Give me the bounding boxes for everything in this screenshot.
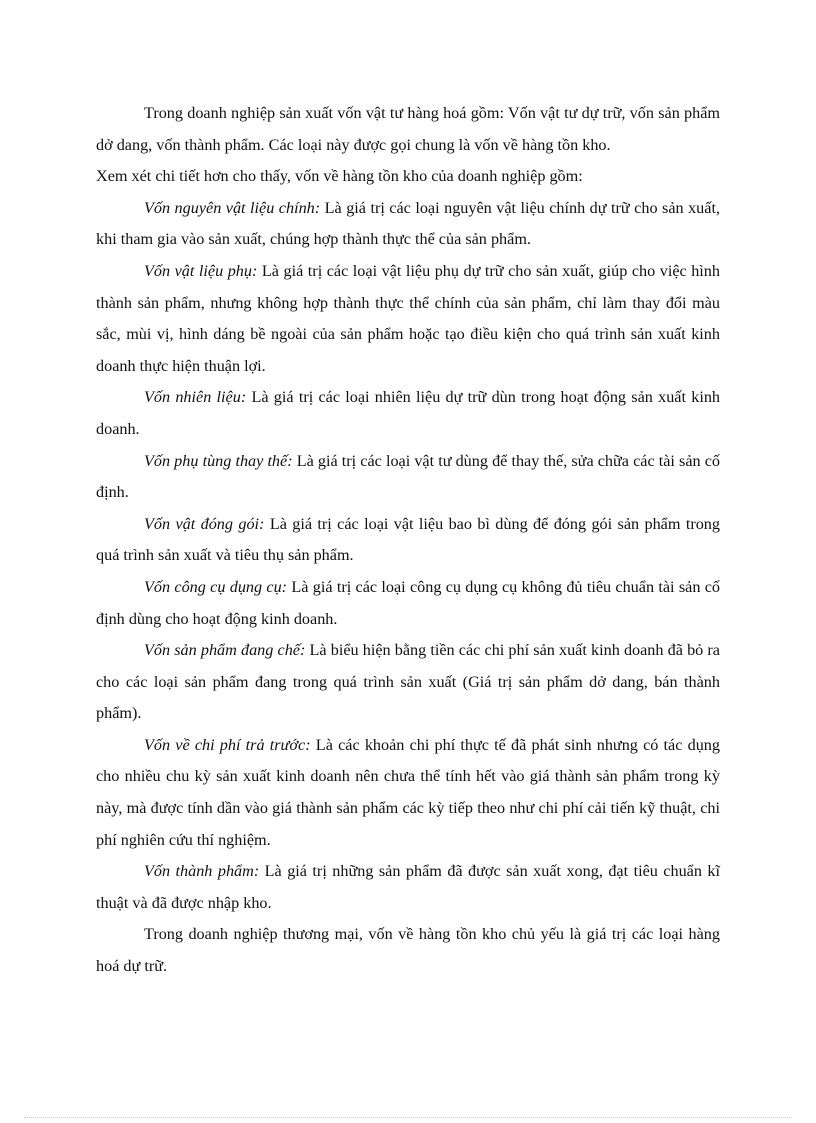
paragraph-work-in-progress: [96, 635, 720, 730]
paragraph-term: Vốn nguyên vật liệu chính:: [144, 198, 321, 217]
paragraph-term: Vốn sản phẩm đang chế:: [144, 641, 306, 660]
paragraph-term: Vốn vật liệu phụ:: [144, 261, 258, 280]
paragraph-text: Là giá trị những sản phẩm đã được sản xuất xong, đạt tiêu chuẩn kĩ thuật và đã được nhập kho.: [96, 862, 720, 912]
paragraph-summary: [96, 161, 720, 193]
paragraph-prepaid-expenses: [96, 730, 720, 856]
paragraph-text: Là giá trị các loại vật liệu phụ dự trữ cho sản xuất, giúp cho việc hình thành sản phẩm, nhưng không hợp thành thực thể chính của sản phẩm, chỉ làm thay đổi màu sắc, mùi vị, hình dáng bề ngoài của sản phẩm hoặc tạo điều kiện cho quá trình sản xuất kinh doanh thực hiện thuận lợi.: [96, 261, 720, 375]
paragraph-term: Vốn nhiên liệu:: [144, 388, 247, 407]
paragraph-text: Là các khoản chi phí thực tế đã phát sinh nhưng có tác dụng cho nhiều chu kỳ sản xuất kinh doanh nên chưa thể tính hết vào giá thành sản phẩm trong kỳ này, mà được tính dần vào giá thành sản phẩm các kỳ tiếp theo như chi phí cải tiến kỹ thuật, chi phí nghiên cứu thí nghiệm.: [96, 735, 720, 849]
paragraph-term: Vốn vật đóng gói:: [144, 514, 265, 533]
paragraph-packaging: [96, 509, 720, 572]
paragraph-text: Xem xét chi tiết hơn cho thấy, vốn về hàng tồn kho của doanh nghiệp gồm:: [96, 167, 583, 186]
paragraph-text: Là biểu hiện bằng tiền các chi phí sản xuất kinh doanh đã bỏ ra cho các loại sản phẩm đang trong quá trình sản xuất (Giá trị sản phẩm dở dang, bán thành phẩm).: [96, 641, 720, 723]
paragraph-text: Là giá trị các loại nguyên vật liệu chính dự trữ cho sản xuất, khi tham gia vào sản xuất, chúng hợp thành thực thể của sản phẩm.: [96, 198, 721, 249]
paragraph-spare-parts: [96, 446, 720, 509]
document-body: [96, 98, 720, 983]
paragraph-tools: [96, 572, 720, 635]
paragraph-term: Vốn về chi phí trả trước:: [144, 735, 311, 754]
paragraph-text: Là giá trị các loại vật liệu bao bì dùng để đóng gói sản phẩm trong quá trình sản xuất và tiêu thụ sản phẩm.: [96, 514, 720, 565]
paragraph-term: Vốn công cụ dụng cụ:: [144, 577, 288, 596]
paragraph-text: Trong doanh nghiệp thương mại, vốn về hàng tồn kho chủ yếu là giá trị các loại hàng hoá dự trữ.: [96, 925, 720, 976]
paragraph-commercial: [96, 919, 720, 982]
paragraph-term: Vốn phụ tùng thay thế:: [144, 451, 293, 470]
paragraph-text: Là giá trị các loại vật tư dùng để thay thế, sửa chữa các tài sản cố định.: [96, 451, 720, 502]
paragraph-term: Vốn thành phẩm:: [144, 862, 260, 881]
paragraph-fuel: [96, 382, 720, 445]
paragraph-finished-goods: [96, 856, 720, 919]
paragraph-text: Là giá trị các loại công cụ dụng cụ không đủ tiêu chuẩn tài sản cố định dùng cho hoạt động kinh doanh.: [96, 577, 720, 628]
paragraph-raw-materials: [96, 193, 720, 256]
paragraph-text: Trong doanh nghiệp sản xuất vốn vật tư hàng hoá gồm: Vốn vật tư dự trữ, vốn sản phẩm dở dang, vốn thành phẩm. Các loại này được gọi chung là vốn về hàng tồn kho.: [96, 104, 720, 154]
paragraph-text: Là giá trị các loại nhiên liệu dự trữ dùn trong hoạt động sản xuất kinh doanh.: [96, 388, 721, 438]
page-bottom-rule: [24, 1117, 792, 1118]
paragraph-auxiliary-materials: [96, 256, 720, 382]
paragraph-intro: [96, 98, 720, 161]
